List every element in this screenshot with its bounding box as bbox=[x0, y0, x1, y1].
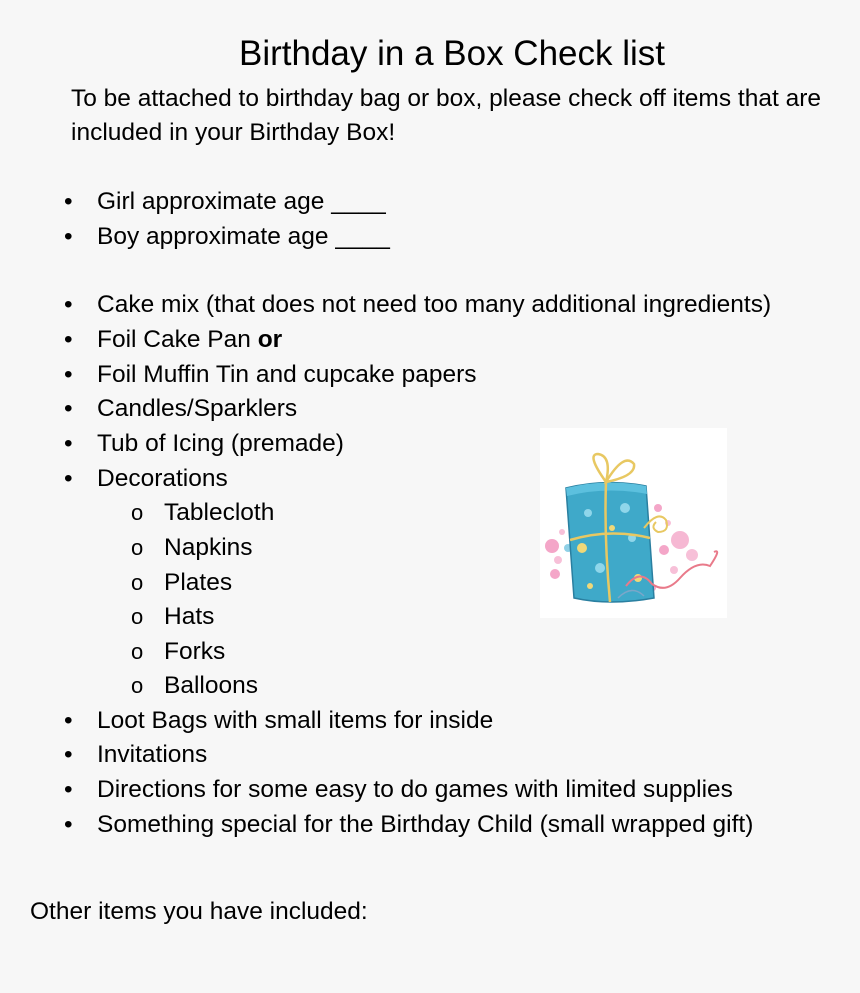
list-item-text: Cake mix (that does not need too many additional ingredients) bbox=[97, 291, 772, 318]
list-item-text: Something special for the Birthday Child (small wrapped gift) bbox=[97, 811, 754, 838]
other-items-label: Other items you have included: bbox=[30, 898, 368, 925]
sub-bullet: o bbox=[131, 639, 144, 664]
sub-list-item-text: Napkins bbox=[164, 534, 253, 561]
bold-or: or bbox=[257, 326, 283, 353]
list-item-text: Decorations bbox=[97, 465, 228, 492]
list-item-text bbox=[97, 325, 282, 355]
sub-list-item-text: Balloons bbox=[164, 672, 258, 699]
bullet: • bbox=[64, 361, 73, 388]
intro-text: To be attached to birthday bag or box, please check off items that are included in your Birthday Box! bbox=[71, 85, 821, 146]
sub-bullet: o bbox=[131, 604, 144, 629]
gift-box-illustration-icon bbox=[540, 428, 727, 618]
list-item-text: Directions for some easy to do games with limited supplies bbox=[97, 776, 733, 803]
list-item-text: Foil Muffin Tin and cupcake papers bbox=[97, 361, 477, 388]
bullet: • bbox=[64, 395, 73, 422]
bullet: • bbox=[64, 741, 73, 768]
bullet: • bbox=[64, 188, 73, 215]
bullet: • bbox=[64, 291, 73, 318]
sub-list-item-text: Tablecloth bbox=[164, 499, 275, 526]
list-item-text: Candles/Sparklers bbox=[97, 395, 298, 422]
bullet: • bbox=[64, 430, 73, 457]
bullet: • bbox=[64, 811, 73, 838]
list-item-text: Boy approximate age ____ bbox=[97, 223, 390, 250]
bullet: • bbox=[64, 326, 73, 353]
bullet: • bbox=[64, 776, 73, 803]
list-item-main: Foil Cake Pan bbox=[97, 326, 258, 353]
sub-list-item-text: Hats bbox=[164, 603, 215, 630]
bullet: • bbox=[64, 223, 73, 250]
sub-bullet: o bbox=[131, 673, 144, 698]
sub-list-item-text: Forks bbox=[164, 638, 226, 665]
list-item-text: Tub of Icing (premade) bbox=[97, 430, 344, 457]
page-title: Birthday in a Box Check list bbox=[238, 34, 665, 73]
sub-bullet: o bbox=[131, 535, 144, 560]
sub-list-item-text: Plates bbox=[164, 569, 233, 596]
bullet: • bbox=[64, 707, 73, 734]
bullet: • bbox=[64, 465, 73, 492]
sub-bullet: o bbox=[131, 570, 144, 595]
list-item-text: Invitations bbox=[97, 741, 208, 768]
sub-bullet: o bbox=[131, 500, 144, 525]
list-item-text: Girl approximate age ____ bbox=[97, 188, 386, 215]
list-item-text: Loot Bags with small items for inside bbox=[97, 707, 494, 734]
